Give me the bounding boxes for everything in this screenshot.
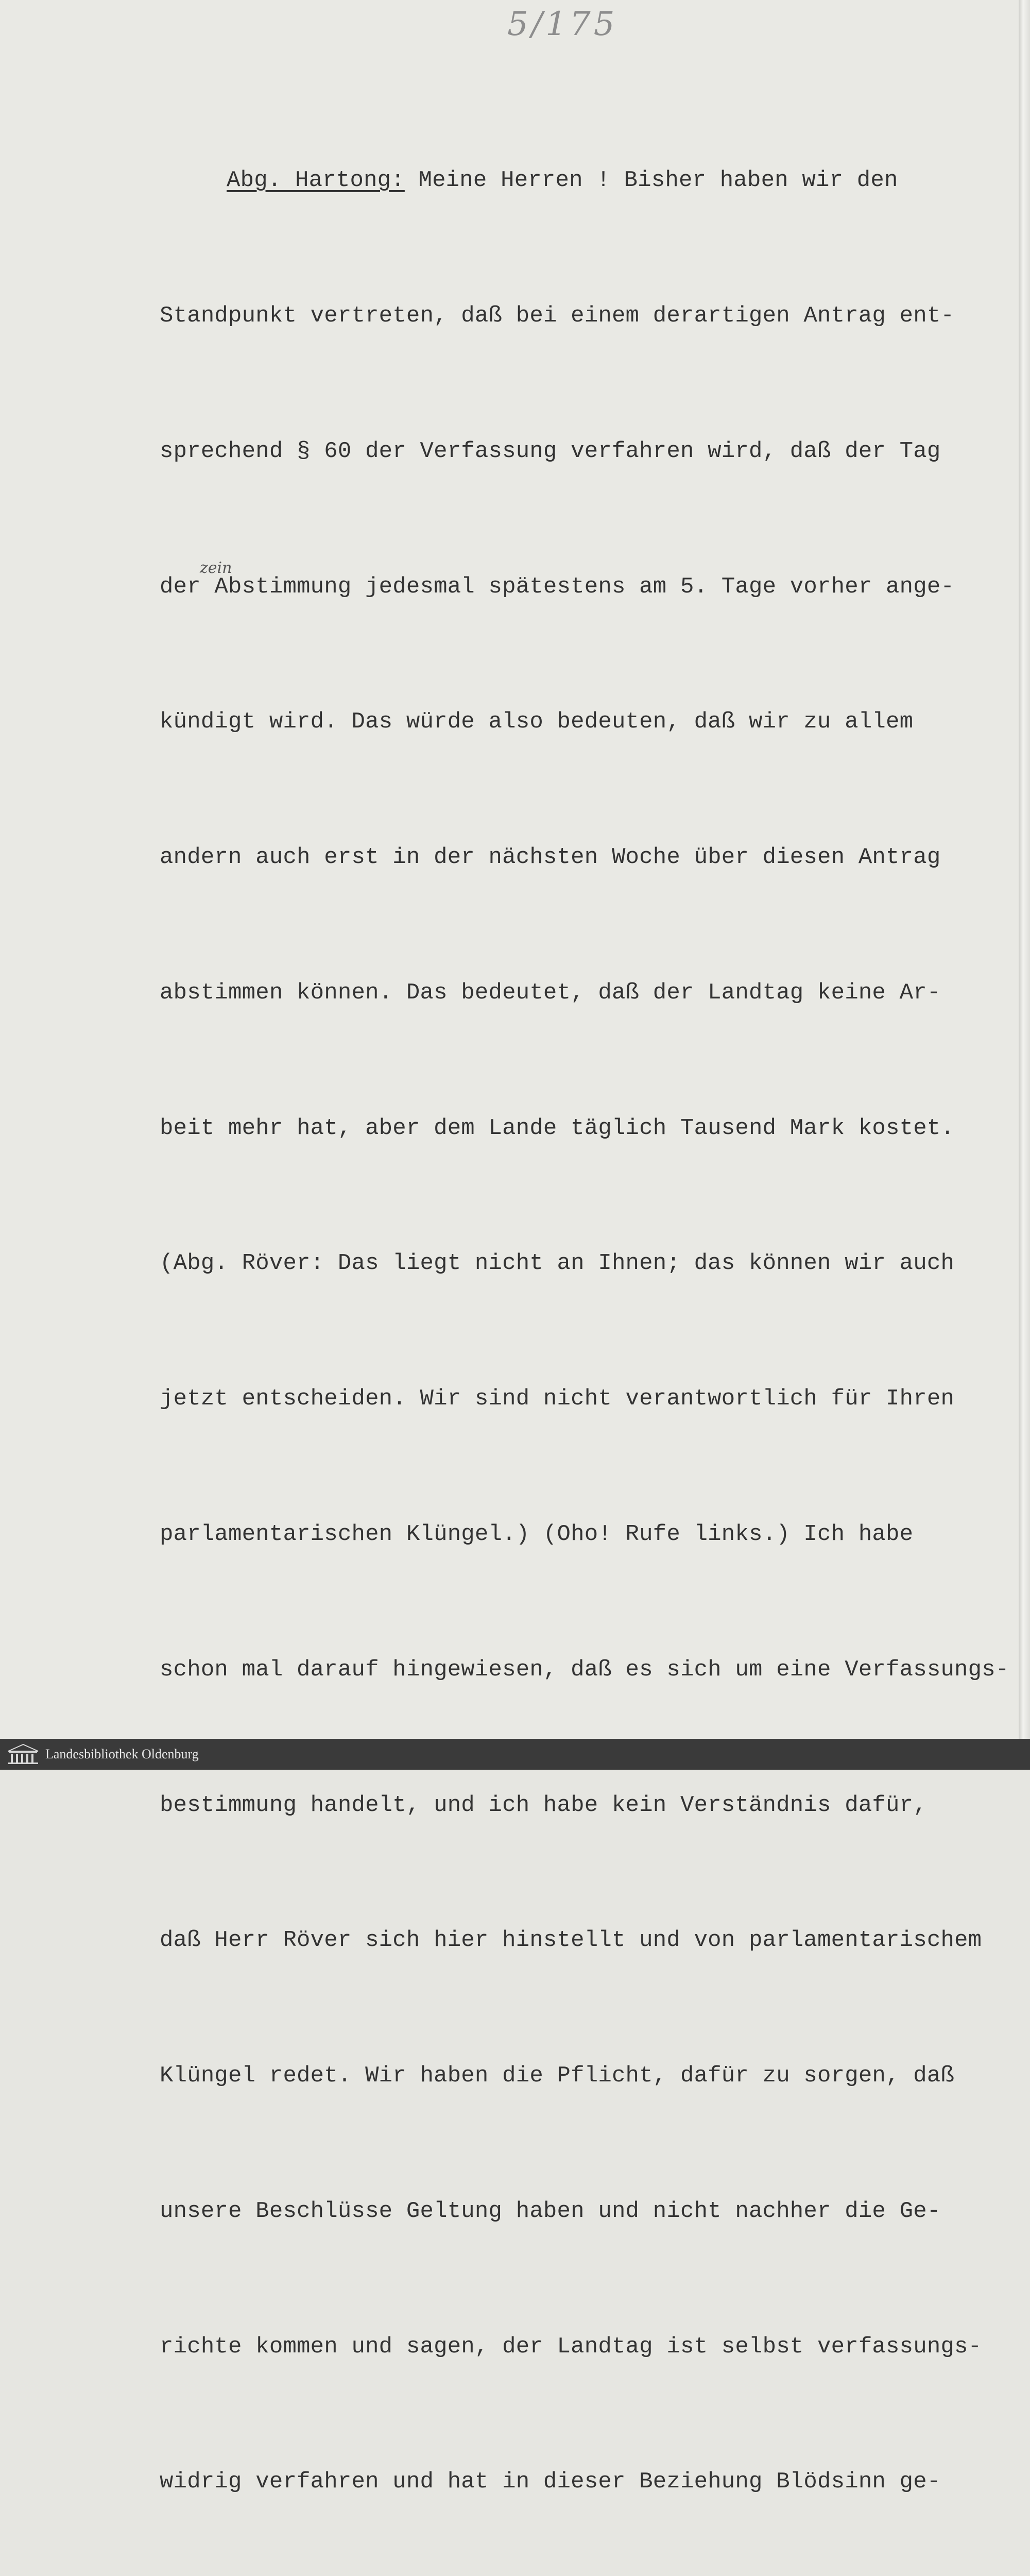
text-line: Standpunkt vertreten, daß bei einem derartigen Antrag ent- xyxy=(160,302,955,329)
text-line: abstimmen können. Das bedeutet, daß der Landtag keine Ar- xyxy=(160,979,941,1006)
library-footer-bar xyxy=(0,1739,1030,1770)
speaker-line xyxy=(160,158,1004,204)
text-line: (Abg. Röver: Das liegt nicht an Ihnen; das können wir auch xyxy=(160,1250,955,1277)
page-number: 5/175 xyxy=(507,5,618,43)
text-line: Klüngel redet. Wir haben die Pflicht, dafür zu sorgen, daß xyxy=(160,2063,955,2089)
page-edge xyxy=(1019,0,1030,1739)
text-line: Meine Herren ! Bisher haben wir den xyxy=(404,167,898,194)
text-line: beit mehr hat, aber dem Lande täglich Tausend Mark kostet. xyxy=(160,1115,955,1141)
text-line: richte kommen und sagen, der Landtag ist selbst verfassungs- xyxy=(160,2333,982,2360)
text-line: unsere Beschlüsse Geltung haben und nicht nachher die Ge- xyxy=(160,2198,941,2224)
text-line: schon mal darauf hingewiesen, daß es sich um eine Verfassungs- xyxy=(160,1656,1009,1683)
text-line: jetzt entscheiden. Wir sind nicht verantwortlich für Ihren xyxy=(160,1386,955,1412)
text-line: sprechend § 60 der Verfassung verfahren wird, daß der Tag xyxy=(160,438,941,464)
text-line: bestimmung handelt, und ich habe kein Verständnis dafür, xyxy=(160,1792,927,1818)
library-name: Landesbibliothek Oldenburg xyxy=(45,1747,199,1761)
text-line: widrig verfahren und hat in dieser Beziehung Blödsinn ge- xyxy=(160,2469,941,2495)
speaker-name: Abg. Hartong: xyxy=(227,167,405,194)
text-line: kündigt wird. Das würde also bedeuten, daß wir zu allem xyxy=(160,709,914,735)
text-line: daß Herr Röver sich hier hinstellt und von parlamentarischem xyxy=(160,1927,982,1954)
text-line: parlamentarischen Klüngel.) (Oho! Rufe links.) Ich habe xyxy=(160,1521,914,1547)
handwritten-insertion: zein xyxy=(200,559,232,577)
document-body xyxy=(160,68,1009,2576)
text-line: andern auch erst in der nächsten Woche über diesen Antrag xyxy=(160,844,941,871)
text-line: der Abstimmung jedesmal spätestens am 5. Tage vorher ange- xyxy=(160,573,955,600)
library-building-icon xyxy=(6,1743,40,1766)
